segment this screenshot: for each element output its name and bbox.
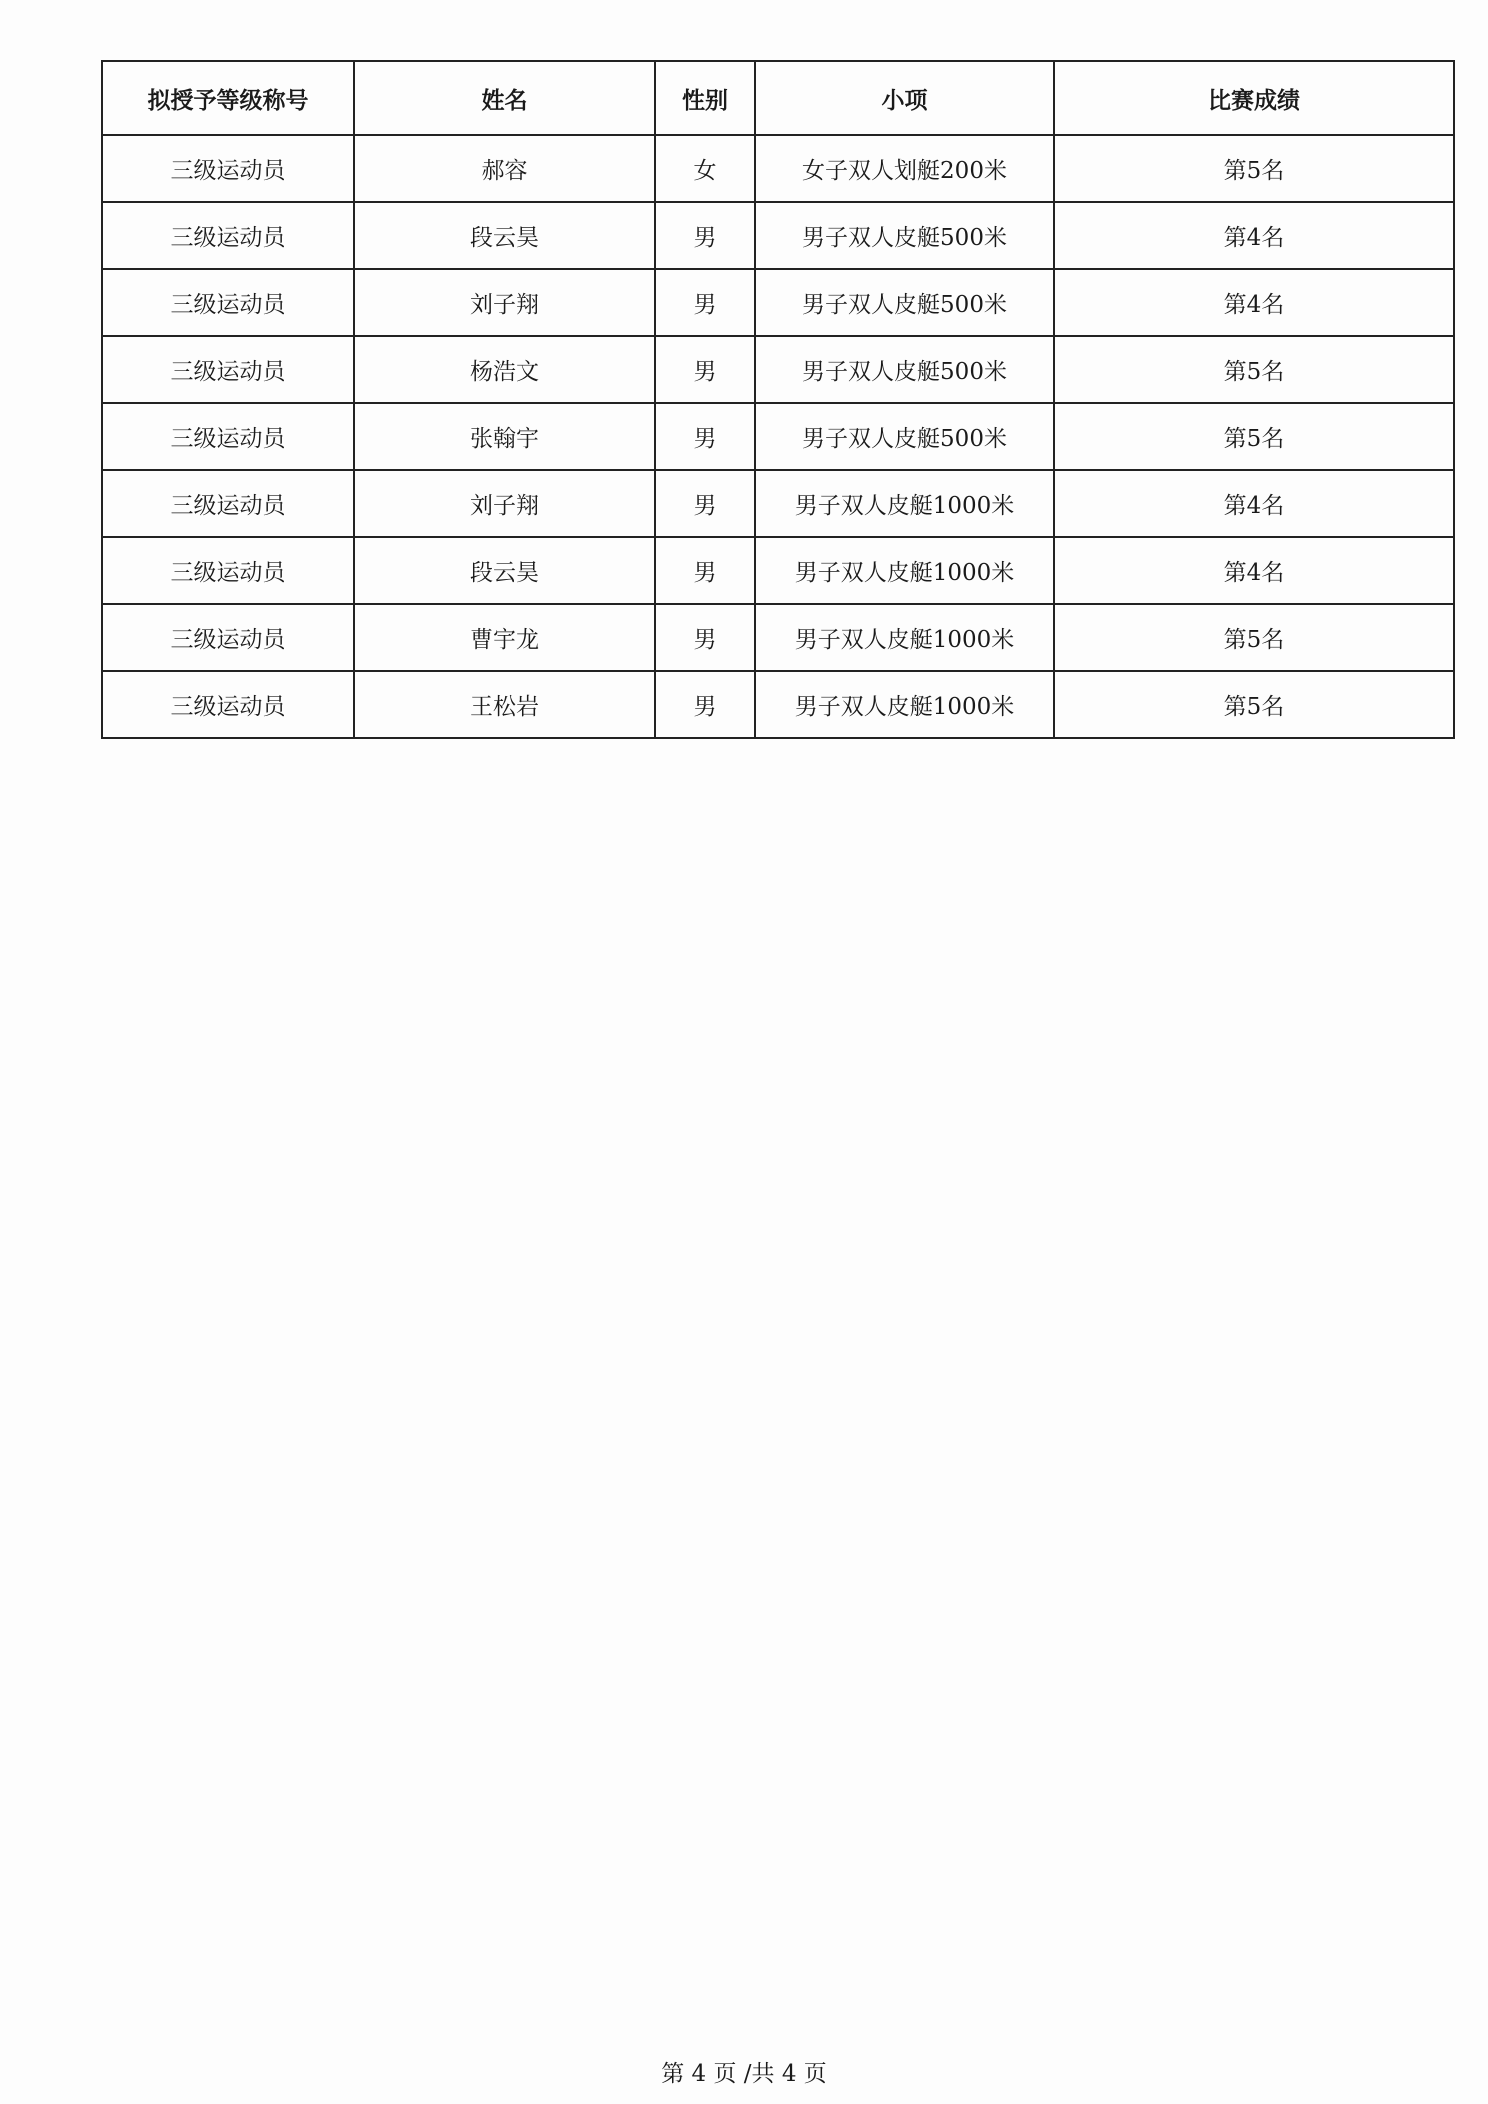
cell-gender: 男 <box>655 604 755 671</box>
cell-result: 第4名 <box>1054 537 1454 604</box>
cell-name: 王松岩 <box>354 671 655 738</box>
cell-result: 第5名 <box>1054 336 1454 403</box>
cell-gender: 女 <box>655 135 755 202</box>
cell-event: 男子双人皮艇500米 <box>755 202 1054 269</box>
header-result: 比赛成绩 <box>1054 61 1454 135</box>
cell-event: 男子双人皮艇500米 <box>755 403 1054 470</box>
header-name: 姓名 <box>354 61 655 135</box>
cell-grade: 三级运动员 <box>102 403 354 470</box>
cell-gender: 男 <box>655 671 755 738</box>
cell-name: 刘子翔 <box>354 470 655 537</box>
cell-name: 段云昊 <box>354 202 655 269</box>
table-row <box>102 470 1454 537</box>
cell-result: 第5名 <box>1054 604 1454 671</box>
cell-grade: 三级运动员 <box>102 202 354 269</box>
cell-result: 第5名 <box>1054 403 1454 470</box>
cell-gender: 男 <box>655 470 755 537</box>
table-row <box>102 671 1454 738</box>
cell-name: 段云昊 <box>354 537 655 604</box>
table-row <box>102 336 1454 403</box>
header-gender: 性别 <box>655 61 755 135</box>
header-grade-title: 拟授予等级称号 <box>102 61 354 135</box>
cell-event: 男子双人皮艇1000米 <box>755 604 1054 671</box>
cell-grade: 三级运动员 <box>102 537 354 604</box>
cell-gender: 男 <box>655 403 755 470</box>
table-row <box>102 202 1454 269</box>
table-header-row <box>102 61 1454 135</box>
cell-grade: 三级运动员 <box>102 671 354 738</box>
cell-result: 第4名 <box>1054 470 1454 537</box>
page-number-footer: 第 4 页 /共 4 页 <box>661 2061 827 2087</box>
cell-grade: 三级运动员 <box>102 269 354 336</box>
table-row <box>102 269 1454 336</box>
cell-event: 女子双人划艇200米 <box>755 135 1054 202</box>
cell-gender: 男 <box>655 202 755 269</box>
cell-name: 郝容 <box>354 135 655 202</box>
cell-result: 第5名 <box>1054 135 1454 202</box>
cell-gender: 男 <box>655 537 755 604</box>
cell-result: 第4名 <box>1054 269 1454 336</box>
cell-event: 男子双人皮艇1000米 <box>755 537 1054 604</box>
cell-grade: 三级运动员 <box>102 135 354 202</box>
cell-grade: 三级运动员 <box>102 470 354 537</box>
table-row <box>102 403 1454 470</box>
table-row <box>102 135 1454 202</box>
cell-event: 男子双人皮艇500米 <box>755 269 1054 336</box>
cell-event: 男子双人皮艇1000米 <box>755 671 1054 738</box>
athlete-grade-table <box>101 60 1455 739</box>
cell-gender: 男 <box>655 336 755 403</box>
cell-name: 张翰宇 <box>354 403 655 470</box>
table-row <box>102 604 1454 671</box>
cell-event: 男子双人皮艇1000米 <box>755 470 1054 537</box>
cell-name: 刘子翔 <box>354 269 655 336</box>
cell-name: 杨浩文 <box>354 336 655 403</box>
cell-result: 第5名 <box>1054 671 1454 738</box>
cell-event: 男子双人皮艇500米 <box>755 336 1054 403</box>
table-row <box>102 537 1454 604</box>
cell-gender: 男 <box>655 269 755 336</box>
cell-result: 第4名 <box>1054 202 1454 269</box>
header-event: 小项 <box>755 61 1054 135</box>
cell-name: 曹宇龙 <box>354 604 655 671</box>
cell-grade: 三级运动员 <box>102 604 354 671</box>
cell-grade: 三级运动员 <box>102 336 354 403</box>
